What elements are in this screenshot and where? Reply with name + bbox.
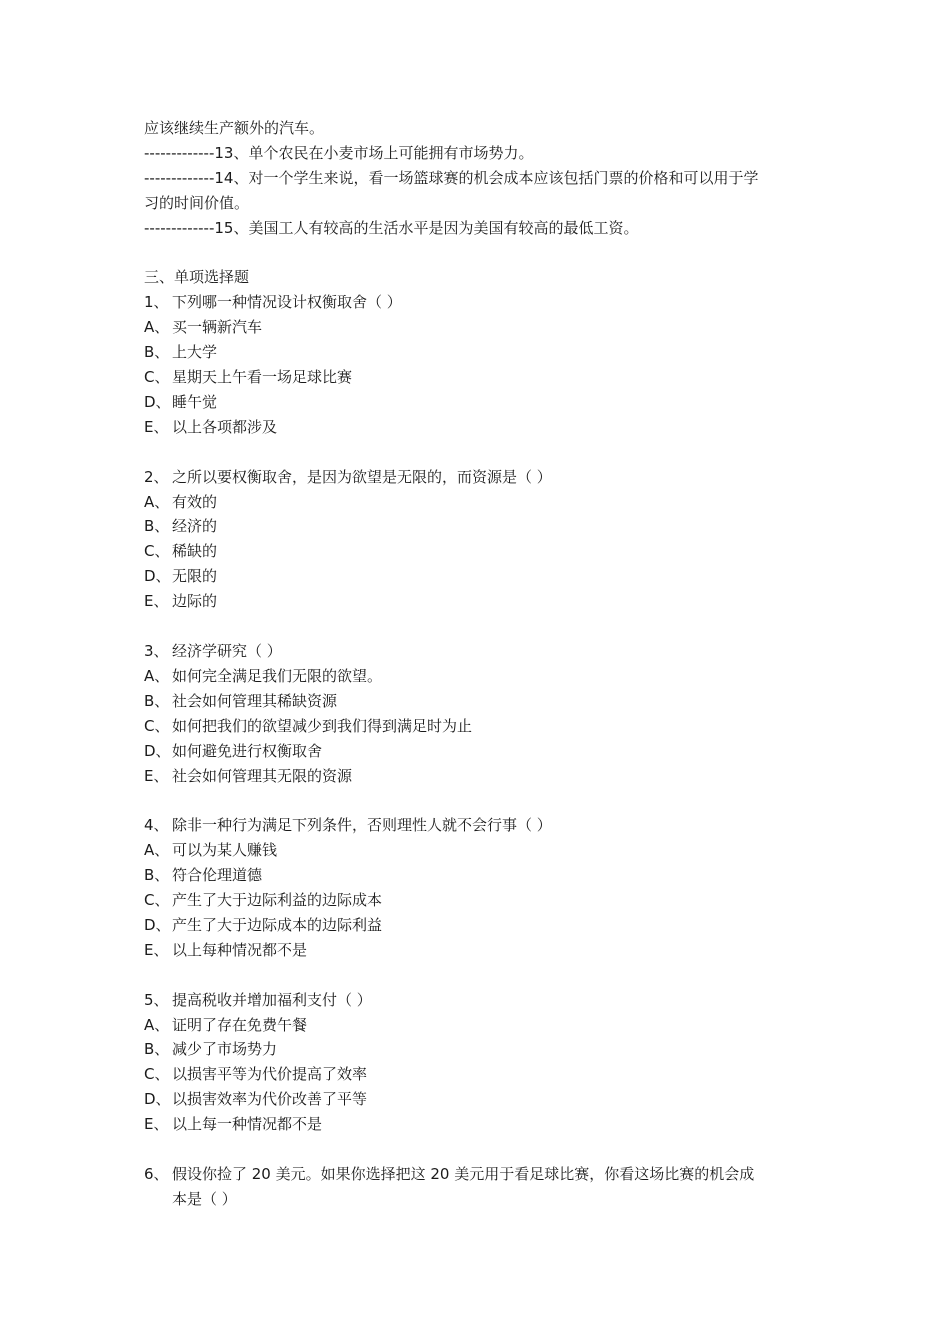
true-false-item-15: -------------15、美国工人有较高的生活水平是因为美国有较高的最低工资。: [144, 218, 639, 237]
option-letter: E、: [144, 417, 169, 436]
blank-line: [144, 1137, 824, 1162]
option-text: 以上各项都涉及: [172, 417, 278, 436]
option-letter: A、: [144, 841, 170, 860]
option-letter: B、: [144, 517, 170, 536]
question-stem: [144, 988, 824, 1013]
option-text: 证明了存在免费午餐: [172, 1015, 308, 1034]
option-text: 经济的: [172, 517, 218, 536]
option-a: [144, 838, 824, 863]
option-text: 以损害平等为代价提高了效率: [172, 1065, 368, 1084]
question-stem: [144, 639, 824, 664]
option-b: [144, 514, 824, 539]
option-b: [144, 340, 824, 365]
question-text: 下列哪一种情况设计权衡取舍（ ）: [172, 293, 402, 312]
question-number: 4、: [144, 816, 169, 835]
question-number: 3、: [144, 641, 169, 660]
question-number: 6、: [144, 1164, 169, 1183]
question-1: [144, 290, 824, 439]
option-e: [144, 1112, 824, 1137]
option-text: 边际的: [172, 592, 218, 611]
document-body: [144, 116, 824, 1212]
option-text: 符合伦理道德: [172, 866, 263, 885]
option-b: [144, 689, 824, 714]
option-b: [144, 1037, 824, 1062]
option-letter: A、: [144, 492, 170, 511]
question-number: 5、: [144, 990, 169, 1009]
question-2: [144, 465, 824, 614]
option-letter: E、: [144, 1115, 169, 1134]
blank-line: [144, 788, 824, 813]
option-text: 买一辆新汽车: [172, 318, 263, 337]
option-text: 产生了大于边际利益的边际成本: [172, 891, 383, 910]
option-c: [144, 714, 824, 739]
option-text: 如何避免进行权衡取舍: [172, 741, 323, 760]
option-text: 稀缺的: [172, 542, 218, 561]
option-letter: C、: [144, 368, 170, 387]
option-c: [144, 888, 824, 913]
question-stem: [144, 465, 824, 490]
question-stem: [144, 813, 824, 838]
option-d: [144, 739, 824, 764]
question-number: 1、: [144, 293, 169, 312]
option-letter: B、: [144, 343, 170, 362]
option-e: [144, 415, 824, 440]
option-text: 以损害效率为代价改善了平等: [172, 1090, 368, 1109]
question-text: 假设你捡了 20 美元。如果你选择把这 20 美元用于看足球比赛，你看这场比赛的机会成: [172, 1164, 755, 1183]
option-b: [144, 863, 824, 888]
option-d: [144, 390, 824, 415]
true-false-item-13: -------------13、单个农民在小麦市场上可能拥有市场势力。: [144, 143, 534, 162]
option-letter: B、: [144, 866, 170, 885]
option-c: [144, 539, 824, 564]
option-text: 可以为某人赚钱: [172, 841, 278, 860]
option-e: [144, 938, 824, 963]
option-letter: E、: [144, 940, 169, 959]
option-text: 有效的: [172, 492, 218, 511]
text-line: 应该继续生产额外的汽车。: [144, 119, 325, 137]
option-letter: A、: [144, 318, 170, 337]
option-letter: D、: [144, 392, 171, 411]
option-e: [144, 589, 824, 614]
blank-line: [144, 440, 824, 465]
option-text: 以上每种情况都不是: [172, 940, 308, 959]
option-text: 社会如何管理其无限的资源: [172, 766, 353, 785]
option-letter: C、: [144, 542, 170, 561]
option-e: [144, 764, 824, 789]
question-5: [144, 988, 824, 1137]
option-letter: C、: [144, 891, 170, 910]
option-letter: D、: [144, 567, 171, 586]
option-a: [144, 315, 824, 340]
option-text: 产生了大于边际成本的边际利益: [172, 915, 383, 934]
blank-line: [144, 614, 824, 639]
question-6: [144, 1162, 824, 1212]
true-false-item-14-cont: 习的时间价值。: [144, 193, 250, 212]
option-text: 睡午觉: [172, 392, 218, 411]
option-letter: A、: [144, 666, 170, 685]
question-text: 经济学研究（ ）: [172, 641, 282, 660]
option-a: [144, 664, 824, 689]
option-text: 减少了市场势力: [172, 1040, 278, 1059]
option-letter: C、: [144, 716, 170, 735]
question-4: [144, 813, 824, 962]
option-d: [144, 564, 824, 589]
option-d: [144, 1087, 824, 1112]
option-letter: E、: [144, 592, 169, 611]
option-a: [144, 490, 824, 515]
option-text: 如何把我们的欲望减少到我们得到满足时为止: [172, 716, 473, 735]
option-c: [144, 365, 824, 390]
section-title: 三、单项选择题: [144, 268, 250, 287]
option-text: 社会如何管理其稀缺资源: [172, 691, 338, 710]
true-false-item-14: -------------14、对一个学生来说，看一场篮球赛的机会成本应该包括门票的价格和可以用于学: [144, 168, 759, 187]
option-text: 无限的: [172, 567, 218, 586]
blank-line: [144, 241, 824, 266]
question-text: 之所以要权衡取舍，是因为欲望是无限的，而资源是（ ）: [172, 467, 552, 486]
option-letter: B、: [144, 1040, 170, 1059]
question-text-continuation: 本是（ ）: [172, 1189, 237, 1208]
option-letter: D、: [144, 741, 171, 760]
blank-line: [144, 963, 824, 988]
option-letter: D、: [144, 915, 171, 934]
option-text: 如何完全满足我们无限的欲望。: [172, 666, 383, 685]
question-3: [144, 639, 824, 788]
option-letter: E、: [144, 766, 169, 785]
option-letter: B、: [144, 691, 170, 710]
option-letter: C、: [144, 1065, 170, 1084]
question-text: 除非一种行为满足下列条件，否则理性人就不会行事（ ）: [172, 816, 552, 835]
option-text: 星期天上午看一场足球比赛: [172, 368, 353, 387]
option-letter: D、: [144, 1090, 171, 1109]
option-c: [144, 1062, 824, 1087]
question-stem: [144, 290, 824, 315]
option-a: [144, 1013, 824, 1038]
option-text: 以上每一种情况都不是: [172, 1115, 323, 1134]
question-stem: [144, 1162, 824, 1187]
option-text: 上大学: [172, 343, 218, 362]
question-text: 提高税收并增加福利支付（ ）: [172, 990, 372, 1009]
option-d: [144, 913, 824, 938]
option-letter: A、: [144, 1015, 170, 1034]
question-number: 2、: [144, 467, 169, 486]
